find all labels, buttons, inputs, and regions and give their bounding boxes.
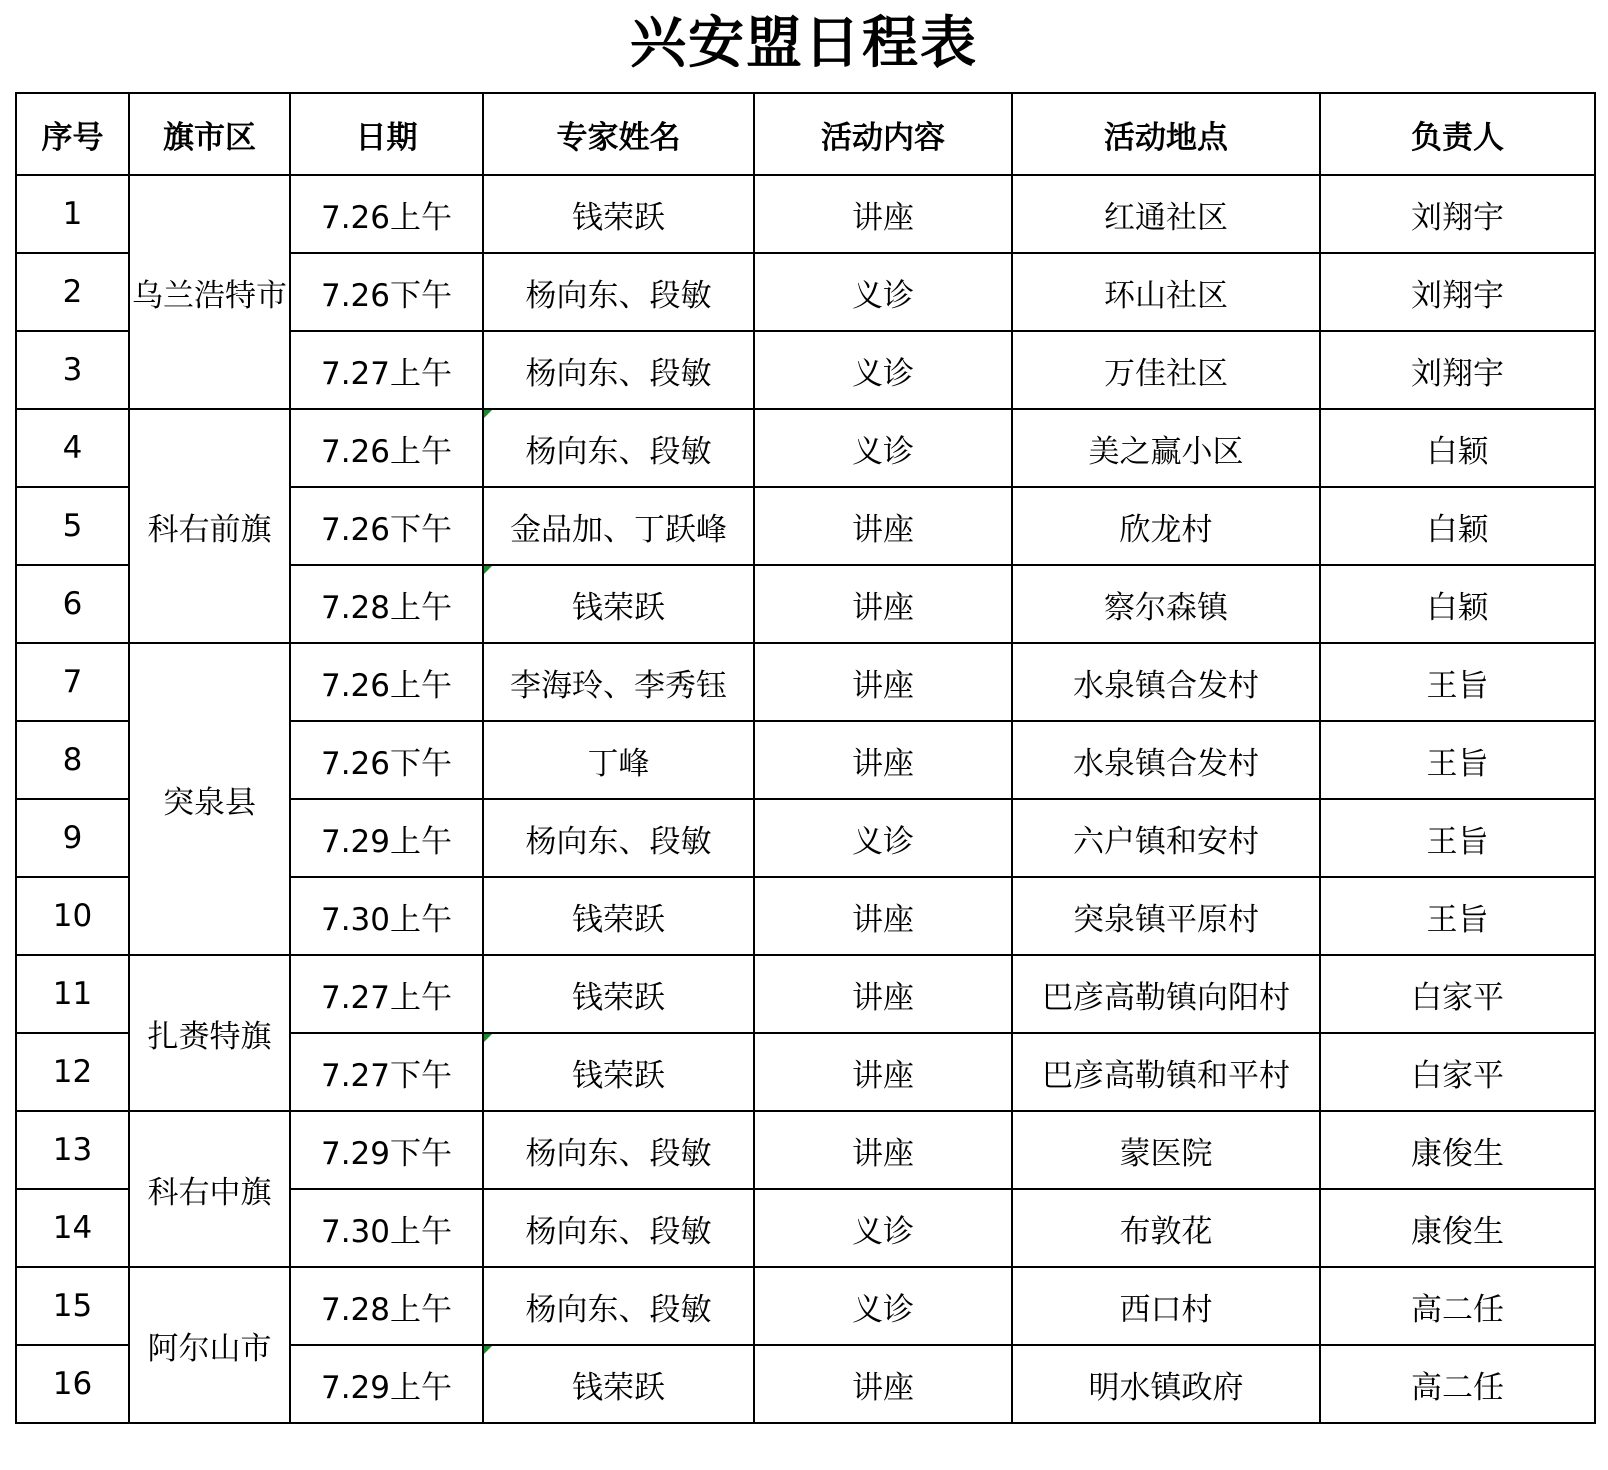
header-row bbox=[16, 93, 1595, 175]
cell-date: 7.26下午 bbox=[290, 487, 483, 565]
cell-region: 科右中旗 bbox=[129, 1111, 290, 1267]
cell-activity: 讲座 bbox=[754, 487, 1012, 565]
cell-activity: 讲座 bbox=[754, 1033, 1012, 1111]
cell-region: 科右前旗 bbox=[129, 409, 290, 643]
cell-owner: 康俊生 bbox=[1320, 1111, 1595, 1189]
cell-expert-text: 钱荣跃 bbox=[572, 1057, 665, 1094]
cell-owner: 刘翔宇 bbox=[1320, 175, 1595, 253]
cell-owner: 王旨 bbox=[1320, 643, 1595, 721]
cell-region: 突泉县 bbox=[129, 643, 290, 955]
cell-owner: 刘翔宇 bbox=[1320, 253, 1595, 331]
comment-marker-icon bbox=[484, 566, 492, 574]
cell-date: 7.30上午 bbox=[290, 1189, 483, 1267]
cell-no: 4 bbox=[16, 409, 129, 487]
cell-expert-text: 钱荣跃 bbox=[572, 589, 665, 626]
cell-expert: 李海玲、李秀钰 bbox=[483, 643, 754, 721]
cell-expert: 钱荣跃 bbox=[483, 175, 754, 253]
cell-activity: 讲座 bbox=[754, 175, 1012, 253]
cell-expert: 丁峰 bbox=[483, 721, 754, 799]
cell-date: 7.30上午 bbox=[290, 877, 483, 955]
cell-place: 万佳社区 bbox=[1012, 331, 1320, 409]
cell-date: 7.26上午 bbox=[290, 643, 483, 721]
cell-place: 环山社区 bbox=[1012, 253, 1320, 331]
header-place: 活动地点 bbox=[1012, 93, 1320, 175]
cell-owner: 白家平 bbox=[1320, 955, 1595, 1033]
cell-owner: 刘翔宇 bbox=[1320, 331, 1595, 409]
table-row bbox=[16, 409, 1595, 487]
cell-no: 8 bbox=[16, 721, 129, 799]
cell-date: 7.27下午 bbox=[290, 1033, 483, 1111]
cell-place: 蒙医院 bbox=[1012, 1111, 1320, 1189]
cell-expert-text: 杨向东、段敏 bbox=[525, 433, 712, 470]
cell-place: 布敦花 bbox=[1012, 1189, 1320, 1267]
cell-activity: 讲座 bbox=[754, 721, 1012, 799]
cell-expert: 杨向东、段敏 bbox=[483, 1111, 754, 1189]
cell-place: 红通社区 bbox=[1012, 175, 1320, 253]
cell-no: 5 bbox=[16, 487, 129, 565]
comment-marker-icon bbox=[484, 410, 492, 418]
cell-region: 阿尔山市 bbox=[129, 1267, 290, 1423]
header-region: 旗市区 bbox=[129, 93, 290, 175]
cell-date: 7.29上午 bbox=[290, 799, 483, 877]
cell-date: 7.26下午 bbox=[290, 721, 483, 799]
cell-no: 6 bbox=[16, 565, 129, 643]
cell-place: 美之赢小区 bbox=[1012, 409, 1320, 487]
cell-date: 7.28上午 bbox=[290, 1267, 483, 1345]
cell-region: 扎赉特旗 bbox=[129, 955, 290, 1111]
cell-activity: 义诊 bbox=[754, 253, 1012, 331]
cell-expert: 杨向东、段敏 bbox=[483, 799, 754, 877]
cell-place: 六户镇和安村 bbox=[1012, 799, 1320, 877]
cell-place: 突泉镇平原村 bbox=[1012, 877, 1320, 955]
cell-no: 14 bbox=[16, 1189, 129, 1267]
cell-no: 12 bbox=[16, 1033, 129, 1111]
cell-owner: 康俊生 bbox=[1320, 1189, 1595, 1267]
cell-owner: 王旨 bbox=[1320, 721, 1595, 799]
cell-region: 乌兰浩特市 bbox=[129, 175, 290, 409]
cell-place: 明水镇政府 bbox=[1012, 1345, 1320, 1423]
header-expert: 专家姓名 bbox=[483, 93, 754, 175]
cell-activity: 讲座 bbox=[754, 877, 1012, 955]
cell-owner: 白颖 bbox=[1320, 565, 1595, 643]
cell-activity: 讲座 bbox=[754, 1111, 1012, 1189]
cell-no: 13 bbox=[16, 1111, 129, 1189]
cell-no: 9 bbox=[16, 799, 129, 877]
cell-place: 巴彦高勒镇和平村 bbox=[1012, 1033, 1320, 1111]
cell-owner: 王旨 bbox=[1320, 799, 1595, 877]
cell-date: 7.28上午 bbox=[290, 565, 483, 643]
table-row bbox=[16, 1111, 1595, 1189]
cell-place: 西口村 bbox=[1012, 1267, 1320, 1345]
cell-owner: 高二任 bbox=[1320, 1345, 1595, 1423]
cell-expert-text: 钱荣跃 bbox=[572, 1369, 665, 1406]
cell-expert: 钱荣跃 bbox=[483, 955, 754, 1033]
cell-date: 7.26下午 bbox=[290, 253, 483, 331]
page-title: 兴安盟日程表 bbox=[630, 11, 978, 76]
cell-no: 16 bbox=[16, 1345, 129, 1423]
cell-date: 7.27上午 bbox=[290, 331, 483, 409]
cell-activity: 讲座 bbox=[754, 643, 1012, 721]
cell-place: 水泉镇合发村 bbox=[1012, 721, 1320, 799]
comment-marker-icon bbox=[484, 1346, 492, 1354]
cell-expert: 钱荣跃 bbox=[483, 877, 754, 955]
cell-no: 11 bbox=[16, 955, 129, 1033]
cell-place: 水泉镇合发村 bbox=[1012, 643, 1320, 721]
cell-no: 7 bbox=[16, 643, 129, 721]
header-owner: 负责人 bbox=[1320, 93, 1595, 175]
cell-expert bbox=[483, 409, 754, 487]
cell-no: 3 bbox=[16, 331, 129, 409]
cell-place: 欣龙村 bbox=[1012, 487, 1320, 565]
cell-place: 察尔森镇 bbox=[1012, 565, 1320, 643]
cell-expert bbox=[483, 1033, 754, 1111]
cell-activity: 讲座 bbox=[754, 1345, 1012, 1423]
cell-activity: 讲座 bbox=[754, 565, 1012, 643]
cell-owner: 白颖 bbox=[1320, 487, 1595, 565]
cell-no: 2 bbox=[16, 253, 129, 331]
header-date: 日期 bbox=[290, 93, 483, 175]
cell-no: 15 bbox=[16, 1267, 129, 1345]
cell-expert bbox=[483, 565, 754, 643]
cell-no: 1 bbox=[16, 175, 129, 253]
cell-date: 7.29下午 bbox=[290, 1111, 483, 1189]
cell-activity: 义诊 bbox=[754, 409, 1012, 487]
cell-activity: 讲座 bbox=[754, 955, 1012, 1033]
header-activity: 活动内容 bbox=[754, 93, 1012, 175]
cell-owner: 高二任 bbox=[1320, 1267, 1595, 1345]
cell-owner: 白家平 bbox=[1320, 1033, 1595, 1111]
cell-expert: 金品加、丁跃峰 bbox=[483, 487, 754, 565]
cell-expert bbox=[483, 1345, 754, 1423]
cell-no: 10 bbox=[16, 877, 129, 955]
cell-date: 7.26上午 bbox=[290, 409, 483, 487]
cell-date: 7.27上午 bbox=[290, 955, 483, 1033]
cell-place: 巴彦高勒镇向阳村 bbox=[1012, 955, 1320, 1033]
comment-marker-icon bbox=[484, 1034, 492, 1042]
cell-expert: 杨向东、段敏 bbox=[483, 1189, 754, 1267]
cell-activity: 义诊 bbox=[754, 331, 1012, 409]
cell-activity: 义诊 bbox=[754, 1189, 1012, 1267]
cell-activity: 义诊 bbox=[754, 799, 1012, 877]
cell-expert: 杨向东、段敏 bbox=[483, 253, 754, 331]
cell-owner: 王旨 bbox=[1320, 877, 1595, 955]
cell-owner: 白颖 bbox=[1320, 409, 1595, 487]
table-row bbox=[16, 955, 1595, 1033]
table-row bbox=[16, 175, 1595, 253]
cell-date: 7.26上午 bbox=[290, 175, 483, 253]
cell-date: 7.29上午 bbox=[290, 1345, 483, 1423]
cell-expert: 杨向东、段敏 bbox=[483, 331, 754, 409]
header-no: 序号 bbox=[16, 93, 129, 175]
table-row bbox=[16, 1267, 1595, 1345]
cell-activity: 义诊 bbox=[754, 1267, 1012, 1345]
table-row bbox=[16, 643, 1595, 721]
cell-expert: 杨向东、段敏 bbox=[483, 1267, 754, 1345]
schedule-table bbox=[15, 92, 1596, 1424]
